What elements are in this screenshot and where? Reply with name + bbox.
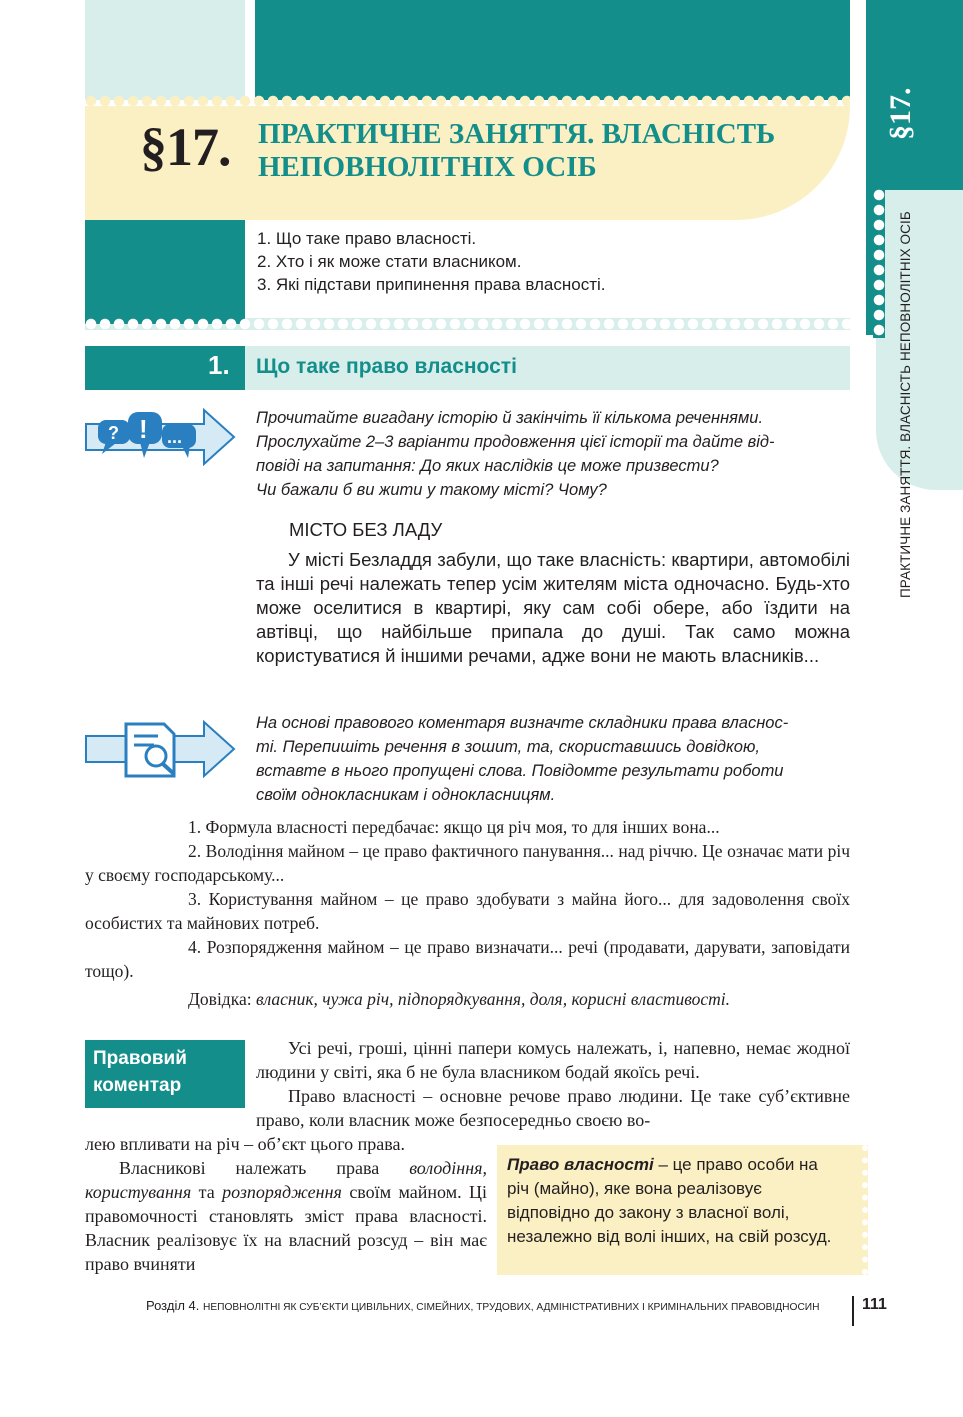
legal-comment-para1: Усі речі, гроші, цінні папери комусь належать, і, напевно, немає жодної людини у світі, яка б не була власником бодай якоїсь речі. xyxy=(256,1038,850,1082)
legal-comment-para3 xyxy=(85,1156,487,1276)
section1-number: 1. xyxy=(208,350,230,380)
para3-text: та xyxy=(191,1182,223,1202)
legal-comment-label-line1: Правовий xyxy=(93,1048,187,1069)
header-mint-left xyxy=(85,0,245,100)
section-number: §17. xyxy=(140,117,231,177)
side-tab-vertical-title: ПРАКТИЧНЕ ЗАНЯТТЯ. ВЛАСНІСТЬ НЕПОВНОЛІТНІХ ОСІБ xyxy=(898,211,913,598)
legal-comment-para2-end: лею впливати на річ – об’єкт цього права. xyxy=(85,1134,406,1154)
definition-box xyxy=(497,1145,868,1275)
page-number: 111 xyxy=(862,1296,887,1313)
legal-comment-label-line2: коментар xyxy=(93,1075,182,1096)
exercise-item: 3. Користування майном – це право здобувати з майна його... для задоволення своїх особистих та майнових потреб. xyxy=(85,889,850,933)
task1-line: Прослухайте 2–3 варіанти продовження цієї історії та дайте від- xyxy=(256,433,775,451)
exercise-item: 4. Розпорядження майном – це право визначати... речі (продавати, дарувати, заповідати тощо). xyxy=(85,937,850,981)
svg-text:?: ? xyxy=(108,423,119,443)
task1-instructions xyxy=(256,406,850,502)
exercise-item: 1. Формула власності передбачає: якщо ця річ моя, то для інших вона... xyxy=(188,817,720,837)
plan-item: 2. Хто і як може стати власником. xyxy=(257,252,522,271)
svg-text:...: ... xyxy=(167,427,183,447)
definition-term: Право власності xyxy=(507,1155,654,1174)
header-teal-block xyxy=(255,0,850,100)
task1-line: повіді на запитання: До яких наслідків це може призвести? xyxy=(256,457,719,475)
definition-text xyxy=(507,1153,839,1249)
task2-instructions xyxy=(256,711,850,807)
document-search-icon xyxy=(84,718,236,780)
plan-item: 1. Що таке право власності. xyxy=(257,229,477,248)
page-title-line2: НЕПОВНОЛІТНІХ ОСІБ xyxy=(258,151,597,183)
plan-teal-block xyxy=(85,220,245,320)
task2-line: На основі правового коментаря визначте складники права власнос- xyxy=(256,714,789,732)
footer-divider xyxy=(852,1296,854,1326)
exercise-hint xyxy=(85,987,850,1011)
para3-text: своїм майном. Ці правомочності становлять зміст права власності. Власник реалізовує їх на власний розсуд – він має право вчиняти xyxy=(85,1182,488,1274)
page-title xyxy=(258,118,775,184)
plan-item: 3. Які підстави припинення права власності. xyxy=(257,275,606,294)
footer-chapter xyxy=(146,1298,819,1313)
term-disposal: розпорядження xyxy=(222,1182,342,1202)
term-use: користування xyxy=(85,1182,192,1202)
term-possession: володіння, xyxy=(409,1158,487,1178)
exercise-item: 2. Володіння майном – це право фактичного панування... над річчю. Це означає мати річ у своєму господарському... xyxy=(85,841,850,885)
side-tab-scallop xyxy=(873,188,885,338)
plan-list xyxy=(257,227,606,296)
hint-label: Довідка: xyxy=(188,989,256,1009)
svg-text:!: ! xyxy=(139,414,148,444)
task2-line: вставте в нього пропущені слова. Повідомте результати роботи xyxy=(256,762,784,780)
legal-comment-para2: Право власності – основне речове право людини. Це таке суб’єктивне право, коли власник може безпосередньо своєю во- xyxy=(256,1086,850,1130)
footer-chapter-title: НЕПОВНОЛІТНІ ЯК СУБ’ЄКТИ ЦИВІЛЬНИХ, СІМЕЙНИХ, ТРУДОВИХ, АДМІНІСТРАТИВНИХ І КРИМІНАЛЬНИХ ПРАВОВІДНОСИН xyxy=(202,1302,820,1313)
task2-line: своїм однокласникам і однокласницям. xyxy=(256,786,556,804)
task1-line: Чи бажали б ви жити у такому місті? Чому? xyxy=(256,481,607,499)
section1-title: Що таке право власності xyxy=(256,355,517,378)
side-tab-mint xyxy=(876,190,963,490)
footer-chapter-label: Розділ 4. xyxy=(146,1298,203,1313)
definition-body: – це право особи на річ (майно), яке вона реалізовує відповідно до закону з власної волі, незалежно від волі інших, на свій розсуд. xyxy=(507,1155,832,1246)
discussion-icon xyxy=(84,408,236,466)
story-title: МІСТО БЕЗ ЛАДУ xyxy=(289,519,443,540)
plan-teal-bottom xyxy=(85,312,245,324)
page-title-line1: ПРАКТИЧНЕ ЗАНЯТТЯ. ВЛАСНІСТЬ xyxy=(258,118,776,150)
legal-comment-label xyxy=(85,1040,245,1108)
task1-line: Прочитайте вигадану історію й закінчіть її кількома реченнями. xyxy=(256,409,764,427)
hint-words: власник, чужа річ, підпорядкування, доля, корисні властивості. xyxy=(255,989,730,1009)
task2-line: ті. Перепишіть речення в зошит, та, скориставшись довідкою, xyxy=(256,738,760,756)
para3-text: Власникові належать права xyxy=(119,1158,410,1178)
exercise-list xyxy=(85,815,850,1011)
side-tab-number: §17. xyxy=(884,87,917,140)
story-text: У місті Безладдя забули, що таке власність: квартири, автомобілі та інші речі належать тепер усім жителям міста одночасно. Будь-хто може оселитися в квартирі, яку сам собі обере, або їздити на автівці, що найбільше припала до душі. Так само можна користуватися й іншими речами, адже вони не мають власників... xyxy=(256,549,850,666)
